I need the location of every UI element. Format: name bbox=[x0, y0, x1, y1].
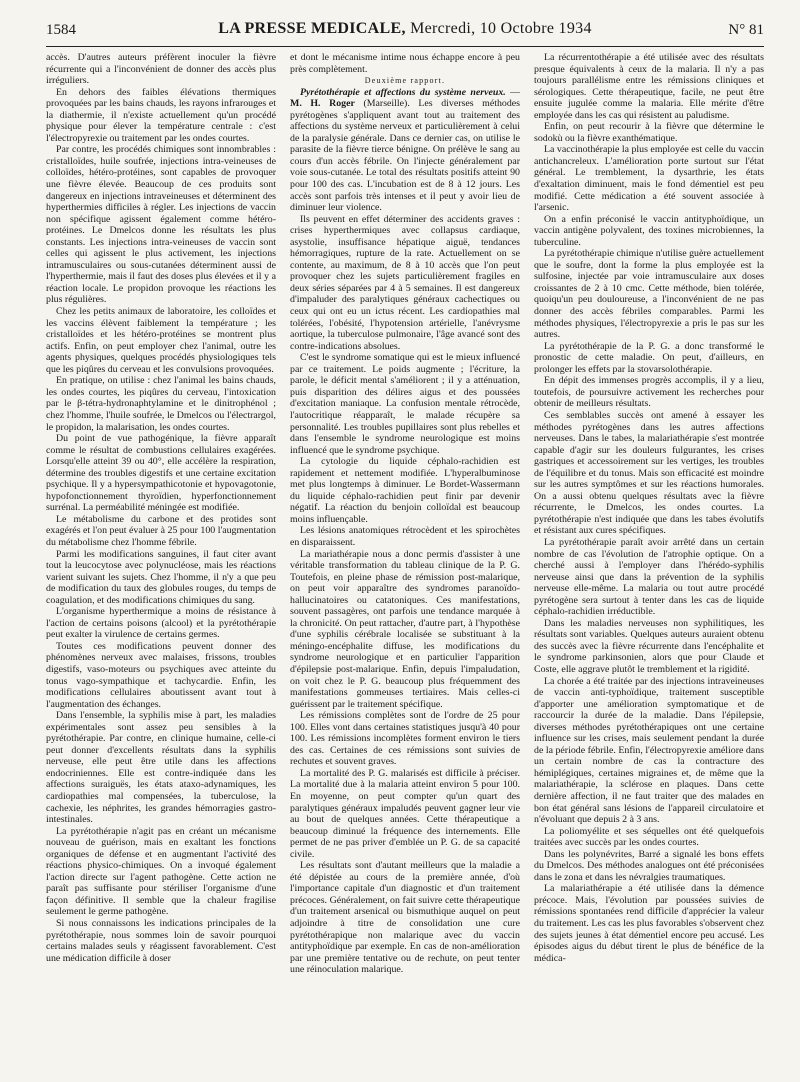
paragraph: Enfin, on peut recourir à la fièvre que détermine le sodokù ou la fièvre exanthématique. bbox=[534, 121, 764, 144]
page-header bbox=[46, 14, 764, 44]
paragraph: Chez les petits animaux de laboratoire, les colloïdes et les vaccins élèvent faiblement la température ; les cristalloïdes et les hétéro-protéines se montrent plus actifs. Enfin, on peut employer chez l'animal, outre les agents physiques, quelques procédés physiologiques tels que les piqûres du cerveau et les convulsions provoquées. bbox=[46, 306, 276, 375]
paragraph: La mariathérapie nous a donc permis d'assister à une véritable transformation du tableau clinique de la P. G. Toutefois, en pleine phase de rémission post-malarique, on peut voir apparaître des syndromes paranoïdo-hallucinatoires ou catatoniques. Ces manifestations, souvent passagères, ont parfois une tendance marquée à la chronicité. On peut rattacher, d'autre part, à l'hypothèse d'une syphilis cérébrale localisée se substituant à la méningo-encéphalite diffuse, les modifications du syndrome neurologique et en particulier l'apparition d'épilepsie post-malarique. Enfin, depuis l'impaludation, on voit chez le P. G. beaucoup plus fréquemment des manifestations gommeuses tertiaires. Mais celles-ci guérissent par le traitement spécifique. bbox=[290, 548, 520, 710]
paragraph: Ils peuvent en effet déterminer des accidents graves : crises hyperthermiques avec collapsus cardiaque, asystolie, insuffisance hépatique aiguë, tendances hémorragiques, rupture de la rate. Actuellement on se contente, au maximum, de 8 à 10 accès que l'on peut provoquer chez les sujets particulièrement fragiles en deux séries séparées par 4 à 5 semaines. Il est dangereux d'impaluder des paralytiques généraux cachectiques ou ceux qui ont eu un ictus récent. Les cardiopathies mal tolérées, l'obésité, l'hypotension artérielle, l'anévrysme aortique, la tuberculose pulmonaire, l'âge avancé sont des contre-indications absolues. bbox=[290, 213, 520, 352]
newspaper-page bbox=[46, 14, 764, 1074]
paragraph: Dans les polynévrites, Barré a signalé les bons effets du Dmelcos. Des méthodes analogues ont été préconisées dans le zona et dans les névralgies traumatiques. bbox=[534, 848, 764, 883]
paragraph: Parmi les modifications sanguines, il faut citer avant tout la leucocytose avec polynucléose, mais les réactions varient suivant les sujets. Chez l'homme, il n'y a que peu de modification du taux des globules rouges, du temps de coagulation, et des modifications chimiques du sang. bbox=[46, 548, 276, 606]
paragraph: La pyrétothérapie paraît avoir arrêté dans un certain nombre de cas l'évolution de l'atrophie optique. On a cherché aussi à l'employer dans l'hérédo-syphilis nerveuse ainsi que dans la prévention de la syphilis nerveuse elle-même. La malaria ou tout autre procédé pyrétogène sera surtout à tenter dans les cas de liquide céphalo-rachidien irréductible. bbox=[534, 536, 764, 618]
paragraph: Du point de vue pathogénique, la fièvre apparaît comme le résultat de combustions cellulaires exagérées. Lorsqu'elle atteint 39 ou 40°, elle accélère la respiration, détermine des troubles digestifs et une certaine excitation psychique. Il y a hypersympathicotonie et hypovagotonie, hypofonctionnement thyroïdien, hyperfonctionnement surrénal. La perméabilité méningée est modifiée. bbox=[46, 433, 276, 514]
paragraph: L'organisme hyperthermique a moins de résistance à l'action de certains poisons (alcool) et la pyrétothérapie peut exalter la virulence de certains germes. bbox=[46, 606, 276, 641]
paragraph: C'est le syndrome somatique qui est le mieux influencé par ce traitement. Le poids augmente ; l'écriture, la parole, le déficit mental s'améliorent ; il y a atténuation, puis disparition des délires aigus et des poussées d'excitation maniaque. La confusion mentale rétrocède, l'autocritique réapparaît, le malade récupère sa personnalité. Les troubles pupillaires sont plus rebelles et dans l'ensemble le syndrome neurologique est moins influencé que le syndrome psychique. bbox=[290, 352, 520, 456]
column-right bbox=[534, 52, 764, 1074]
paragraph: Le métabolisme du carbone et des protides sont exagérés et l'on peut évaluer à 25 pour 100 l'augmentation du métabolisme chez l'homme fébrile. bbox=[46, 513, 276, 548]
paragraph: La vaccinothérapie la plus employée est celle du vaccin antichancreleux. L'amélioration porte surtout sur l'état général. Le tremblement, la dysarthrie, les états d'exaltation diminuent, mais le fond démentiel est peu modifié. Cette médication a été souvent associée à l'arsenic. bbox=[534, 144, 764, 214]
journal-title: LA PRESSE MEDICALE, bbox=[218, 20, 406, 37]
paragraph: La pyrétothérapie chimique n'utilise guère actuellement que le soufre, dont la forme la plus employée est la sulfosine, injectée par voie intramusculaire aux doses croissantes de 2 à 10 cmc. Cette méthode, bien tolérée, quoiqu'un peu douloureuse, a l'inconvénient de ne pas donner des accès fébriles comparables. Parmi les méthodes physiques, l'électropyrexie a pris le pas sur les autres. bbox=[534, 248, 764, 341]
paragraph: La poliomyélite et ses séquelles ont été quelquefois traitées avec succès par les ondes courtes. bbox=[534, 825, 764, 849]
header-rule bbox=[46, 46, 764, 47]
report-title: Pyrétothérapie et affections du système nerveux. bbox=[300, 86, 506, 98]
paragraph: Toutes ces modifications peuvent donner des phénomènes nerveux avec malaises, frissons, troubles digestifs, vaso-moteurs ou psychiques avec atteinte du tonus vago-sympathique et tachycardie. Enfin, les modifications cellulaires aboutissent avant tout à l'augmentation des échanges. bbox=[46, 640, 276, 710]
paragraph: Les résultats sont d'autant meilleurs que la maladie a été dépistée au cours de la première année, d'où l'importance capitale d'un diagnostic et d'un traitement précoces. Généralement, on fait suivre cette thérapeutique d'un traitement arsenical ou bismuthique auquel on peut adjoindre à titre de consolidation une cure pyrétothérapique non malarique avec du vaccin antityphoïdique par exemple. En cas de non-amélioration par une première tentative ou de rechute, on peut tenter une réinoculation malarique. bbox=[290, 860, 520, 976]
paragraph: La pyrétothérapie n'agit pas en créant un mécanisme nouveau de guérison, mais en exaltant les fonctions organiques de défense et en augmentant l'activité des réactions physico-chimiques. On a invoqué également l'action directe sur l'agent pathogène. Cette action ne paraît pas suffisante pour stériliser l'organisme d'une façon définitive. Il semble que la chaleur fragilise seulement le germe pathogène. bbox=[46, 825, 276, 918]
paragraph: accès. D'autres auteurs préfèrent inoculer la fièvre récurrente qui a l'inconvénient de donner des accès plus irréguliers. bbox=[46, 52, 276, 87]
report-opening: Pyrétothérapie et affections du système nerveux. — M. H. Roger (Marseille). Les diverses méthodes pyrétogènes s'appliquent avant tout au traitement des affections du système nerveux et particulièrement à celui de la paralysie générale. Dans ce dernier cas, on utilise le parasite de la fièvre tierce bénigne. On prélève le sang au cours d'un accès fébrile. On l'injecte généralement par voie sous-cutanée. Le total des résultats positifs atteint 90 pour 100 des cas. L'incubation est de 8 à 12 jours. Les accès sont parfois très intenses et il peut y avoir lieu de diminuer leur violence. bbox=[290, 86, 520, 214]
paragraph: Les rémissions complètes sont de l'ordre de 25 pour 100. Elles vont dans certaines statistiques jusqu'à 40 pour 100. Les rémissions incomplètes forment environ le tiers des cas. Certaines de ces rémissions sont suivies de rechutes et souvent graves. bbox=[290, 710, 520, 768]
paragraph: Si nous connaissons les indications principales de la pyrétothérapie, nous sommes loin de savoir pourquoi certains malades seuls y réagissent favorablement. C'est une médication difficile à doser bbox=[46, 918, 276, 964]
paragraph: La pyrétothérapie de la P. G. a donc transformé le pronostic de cette maladie. On peut, d'ailleurs, en prolonger les effets par la stovarsolothérapie. bbox=[534, 340, 764, 375]
paragraph: La cytologie du liquide céphalo-rachidien est rapidement et nettement modifiée. L'hyperalbuminose met plus longtemps à diminuer. Le Bordet-Wassermann du liquide céphalo-rachidien peut finir par devenir négatif. La réaction du benjoin colloïdal est beaucoup moins influençable. bbox=[290, 456, 520, 525]
page-number: 1584 bbox=[46, 22, 76, 38]
article-columns bbox=[46, 52, 764, 1074]
section-heading: Deuxième rapport. bbox=[364, 76, 446, 86]
paragraph: En dépit des immenses progrès accomplis, il y a lieu, toutefois, de poursuivre activement les recherches pour obtenir de meilleurs résultats. bbox=[534, 375, 764, 410]
column-middle-body bbox=[290, 214, 520, 976]
paragraph: Dans l'ensemble, la syphilis mise à part, les maladies expérimentales sont assez peu sensibles à la pyrétothérapie. Par contre, en clinique humaine, celle-ci peut donner d'excellents résultats dans la syphilis nerveuse, elle peut être utile dans les affections endocriniennes. Elle est contre-indiquée dans les affections suraiguës, les états ataxo-adynamiques, les cardiopathies mal compensées, la tuberculose, la cachexie, les néphrites, les grandes hémorragies gastro-intestinales. bbox=[46, 710, 276, 826]
column-middle bbox=[290, 52, 520, 1074]
paragraph: On a enfin préconisé le vaccin antityphoïdique, un vaccin antigène polyvalent, des toxines microbiennes, la tuberculine. bbox=[534, 213, 764, 248]
paragraph: et dont le mécanisme intime nous échappe encore à peu près complètement. bbox=[290, 52, 520, 75]
paragraph: Dans les maladies nerveuses non syphilitiques, les résultats sont variables. Quelques auteurs auraient obtenu des succès avec la fièvre récurrente dans l'encéphalite et le syndrome parkinsonien, alors que pour Claude et Coste, elle aggrave plutôt le tremblement et la rigidité. bbox=[534, 617, 764, 675]
paragraph: En dehors des faibles élévations thermiques provoquées par les bains chauds, les rayons infrarouges et la diathermie, il n'existe actuellement qu'un procédé physique pour élever la température centrale : c'est l'électropyrexie ou traitement par les ondes courtes. bbox=[46, 86, 276, 144]
paragraph: En pratique, on utilise : chez l'animal les bains chauds, les ondes courtes, les piqûres du cerveau, l'intoxication par le β-tétra-hydronaphtylamine et le dinitrophénol ; chez l'homme, l'huile soufrée, le Dmelcos ou l'électrargol, le propidon, la malarisation, les ondes courtes. bbox=[46, 375, 276, 433]
paragraph: La mortalité des P. G. malarisés est difficile à préciser. La mortalité due à la malaria atteint environ 5 pour 100. En moyenne, on peut compter qu'un quart des paralytiques généraux impaludés peuvent gagner leur vie au bout de quelques années. Cette thérapeutique a beaucoup diminué la fréquence des internements. Elle permet de ne pas priver d'emblée un P. G. de sa capacité civile. bbox=[290, 767, 520, 860]
masthead bbox=[46, 20, 764, 38]
report-opening-text: (Marseille). Les diverses méthodes pyrétogènes s'appliquent avant tout au traitement des affections du système nerveux et particulièrement à celui de la paralysie générale. Dans ce dernier cas, on utilise le parasite de la fièvre tierce bénigne. On prélève le sang au cours d'un accès fébrile. On l'injecte généralement par voie sous-cutanée. Le total des résultats positifs atteint 90 pour 100 des cas. L'incubation est de 8 à 12 jours. Les accès sont parfois très intenses et il peut y avoir lieu de diminuer leur violence. bbox=[290, 98, 520, 214]
column-left bbox=[46, 52, 276, 1074]
report-author: M. H. Roger bbox=[290, 98, 355, 110]
paragraph: Ces semblables succès ont amené à essayer les méthodes pyrétogènes dans les autres affections nerveuses. Dans le tabes, la malariathérapie s'est montrée capable d'agir sur les douleurs fulgurantes, les crises gastriques et accessoirement sur les vertiges, les troubles de l'équilibre et du tonus. Mais son efficacité est moindre sur les autres symptômes et sur les réactions humorales. On a aussi obtenu quelques résultats avec la fièvre récurrente, le Dmelcos, les ondes courtes. La pyrétothérapie n'est indiquée que dans les tabes évolutifs et résistant aux cures spécifiques. bbox=[534, 409, 764, 537]
paragraph: La malariathérapie a été utilisée dans la démence précoce. Mais, l'évolution par poussées suivies de rémissions spontanées rend difficile d'apprécier la valeur du traitement. Les cas les plus favorables s'observent chez des sujets jeunes à état démentiel encore peu accusé. Les épisodes aigus du début tirent le plus de bénéfice de la médica- bbox=[534, 883, 764, 964]
issue-number: N° 81 bbox=[728, 22, 764, 38]
issue-date: Mercredi, 10 Octobre 1934 bbox=[410, 20, 592, 37]
paragraph: La chorée a été traitée par des injections intraveineuses de vaccin anti-typhoïdique, traitement susceptible d'apporter une amélioration symptomatique et de raccourcir la durée de la maladie. Dans l'épilepsie, diverses méthodes pyrétothérapiques ont une certaine influence sur les crises, mais seulement pendant la durée de la période fébrile. Enfin, l'électropyrexie améliore dans un certain nombre de cas la contracture des hémiplégiques, certaines migraines et, de même que la malariathérapie, la sclérose en plaques. Dans cette dernière affection, il ne faut traiter que des malades en bon état général sans lésions de l'appareil circulatoire et n'évoluant que depuis 2 à 3 ans. bbox=[534, 675, 764, 826]
paragraph: Par contre, les procédés chimiques sont innombrables : cristalloïdes, huile soufrée, injections intra-veineuses de colloïdes, hétéro-protéines, sont capables de provoquer une fièvre élevée. Beaucoup de ces produits sont dangereux en injections intraveineuses et déterminent des hyperthermies difficiles à régler. Les injections de vaccin non spécifique agissent également comme hétéro-protéines. Le Dmelcos donne les résultats les plus constants. Les injections intra-veineuses de vaccin sont celles qui agissent le plus activement, les injections intramusculaires ou sous-cutanées déterminent aussi de l'hyperthermie, mais il faut des doses plus élevées et il y a réaction locale. Le propidon provoque les réactions les plus régulières. bbox=[46, 144, 276, 306]
paragraph: Les lésions anatomiques rétrocèdent et les spirochètes en disparaissent. bbox=[290, 525, 520, 548]
paragraph: La récurrentothérapie a été utilisée avec des résultats presque équivalents à ceux de la malaria. Il n'y a pas toujours parallélisme entre les rémissions cliniques et sérologiques. Cette thérapeutique, facile, ne peut être ensuite jugulée comme la malaria. Elle mérite d'être employée dans les cas qui résistent au paludisme. bbox=[534, 52, 764, 121]
